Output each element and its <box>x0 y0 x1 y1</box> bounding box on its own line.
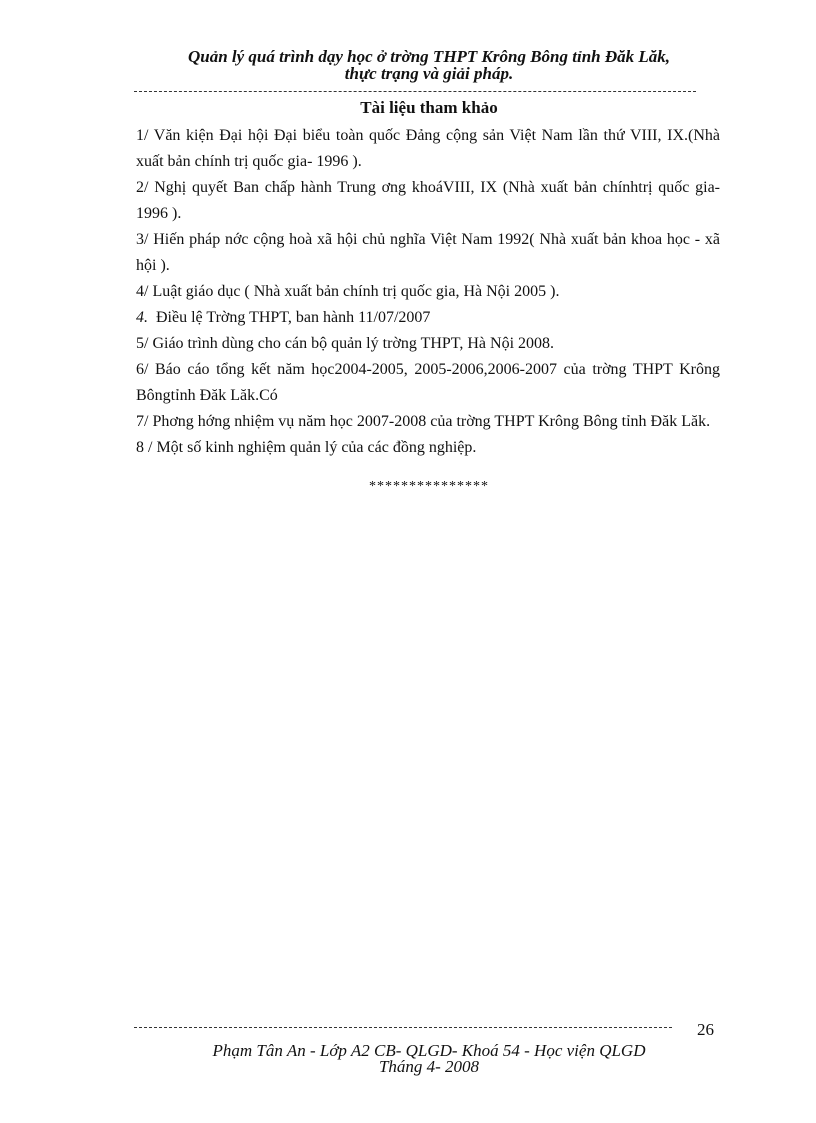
header-title-line2: thực trạng và giải pháp. <box>344 64 514 83</box>
footer-line1: Phạm Tân An - Lớp A2 CB- QLGD- Khoá 54 - Học viện QLGD <box>212 1041 646 1060</box>
section-title: Tài liệu tham khảo <box>360 98 498 117</box>
reference-item: 2/ Nghị quyết Ban chấp hành Trung ơng khoáVIII, IX (Nhà xuất bản chínhtrị quốc gia- 1996 ). <box>136 179 720 222</box>
reference-list <box>136 123 720 461</box>
reference-item: 1/ Văn kiện Đại hội Đại biểu toàn quốc Đảng cộng sản Việt Nam lần thứ VIII, IX.(Nhà xuất bản chính trị quốc gia- 1996 ). <box>136 127 720 170</box>
reference-number: 4. <box>136 309 148 326</box>
reference-text: Điều lệ Trờng THPT, ban hành 11/07/2007 <box>156 309 431 326</box>
reference-item: 8 / Một số kinh nghiệm quản lý của các đồng nghiệp. <box>136 439 477 456</box>
reference-item: 4/ Luật giáo dục ( Nhà xuất bản chính trị quốc gia, Hà Nội 2005 ). <box>136 283 560 300</box>
reference-item: 3/ Hiến pháp nớc cộng hoà xã hội chủ nghĩa Việt Nam 1992( Nhà xuất bản khoa học - xã hội ). <box>136 231 720 274</box>
section-end-stars: *************** <box>369 479 489 494</box>
reference-item: 6/ Báo cáo tổng kết năm học2004-2005, 2005-2006,2006-2007 của trờng THPT Krông Bôngtỉnh Đăk Lăk.Có <box>136 361 720 404</box>
reference-item <box>136 305 720 331</box>
reference-item: 5/ Giáo trình dùng cho cán bộ quản lý trờng THPT, Hà Nội 2008. <box>136 335 555 352</box>
reference-item: 7/ Phơng hớng nhiệm vụ năm học 2007-2008 của trờng THPT Krông Bông tỉnh Đăk Lăk. <box>136 413 711 430</box>
page-number: 26 <box>697 1020 714 1039</box>
document-footer <box>134 1043 724 1075</box>
header-title-line1: Quản lý quá trình dạy học ở trờng THPT Krông Bông tỉnh Đăk Lăk, <box>187 47 671 66</box>
header-divider <box>134 91 696 92</box>
footer-line2: Tháng 4- 2008 <box>378 1057 480 1076</box>
document-header <box>134 48 724 82</box>
footer-divider <box>134 1027 672 1028</box>
